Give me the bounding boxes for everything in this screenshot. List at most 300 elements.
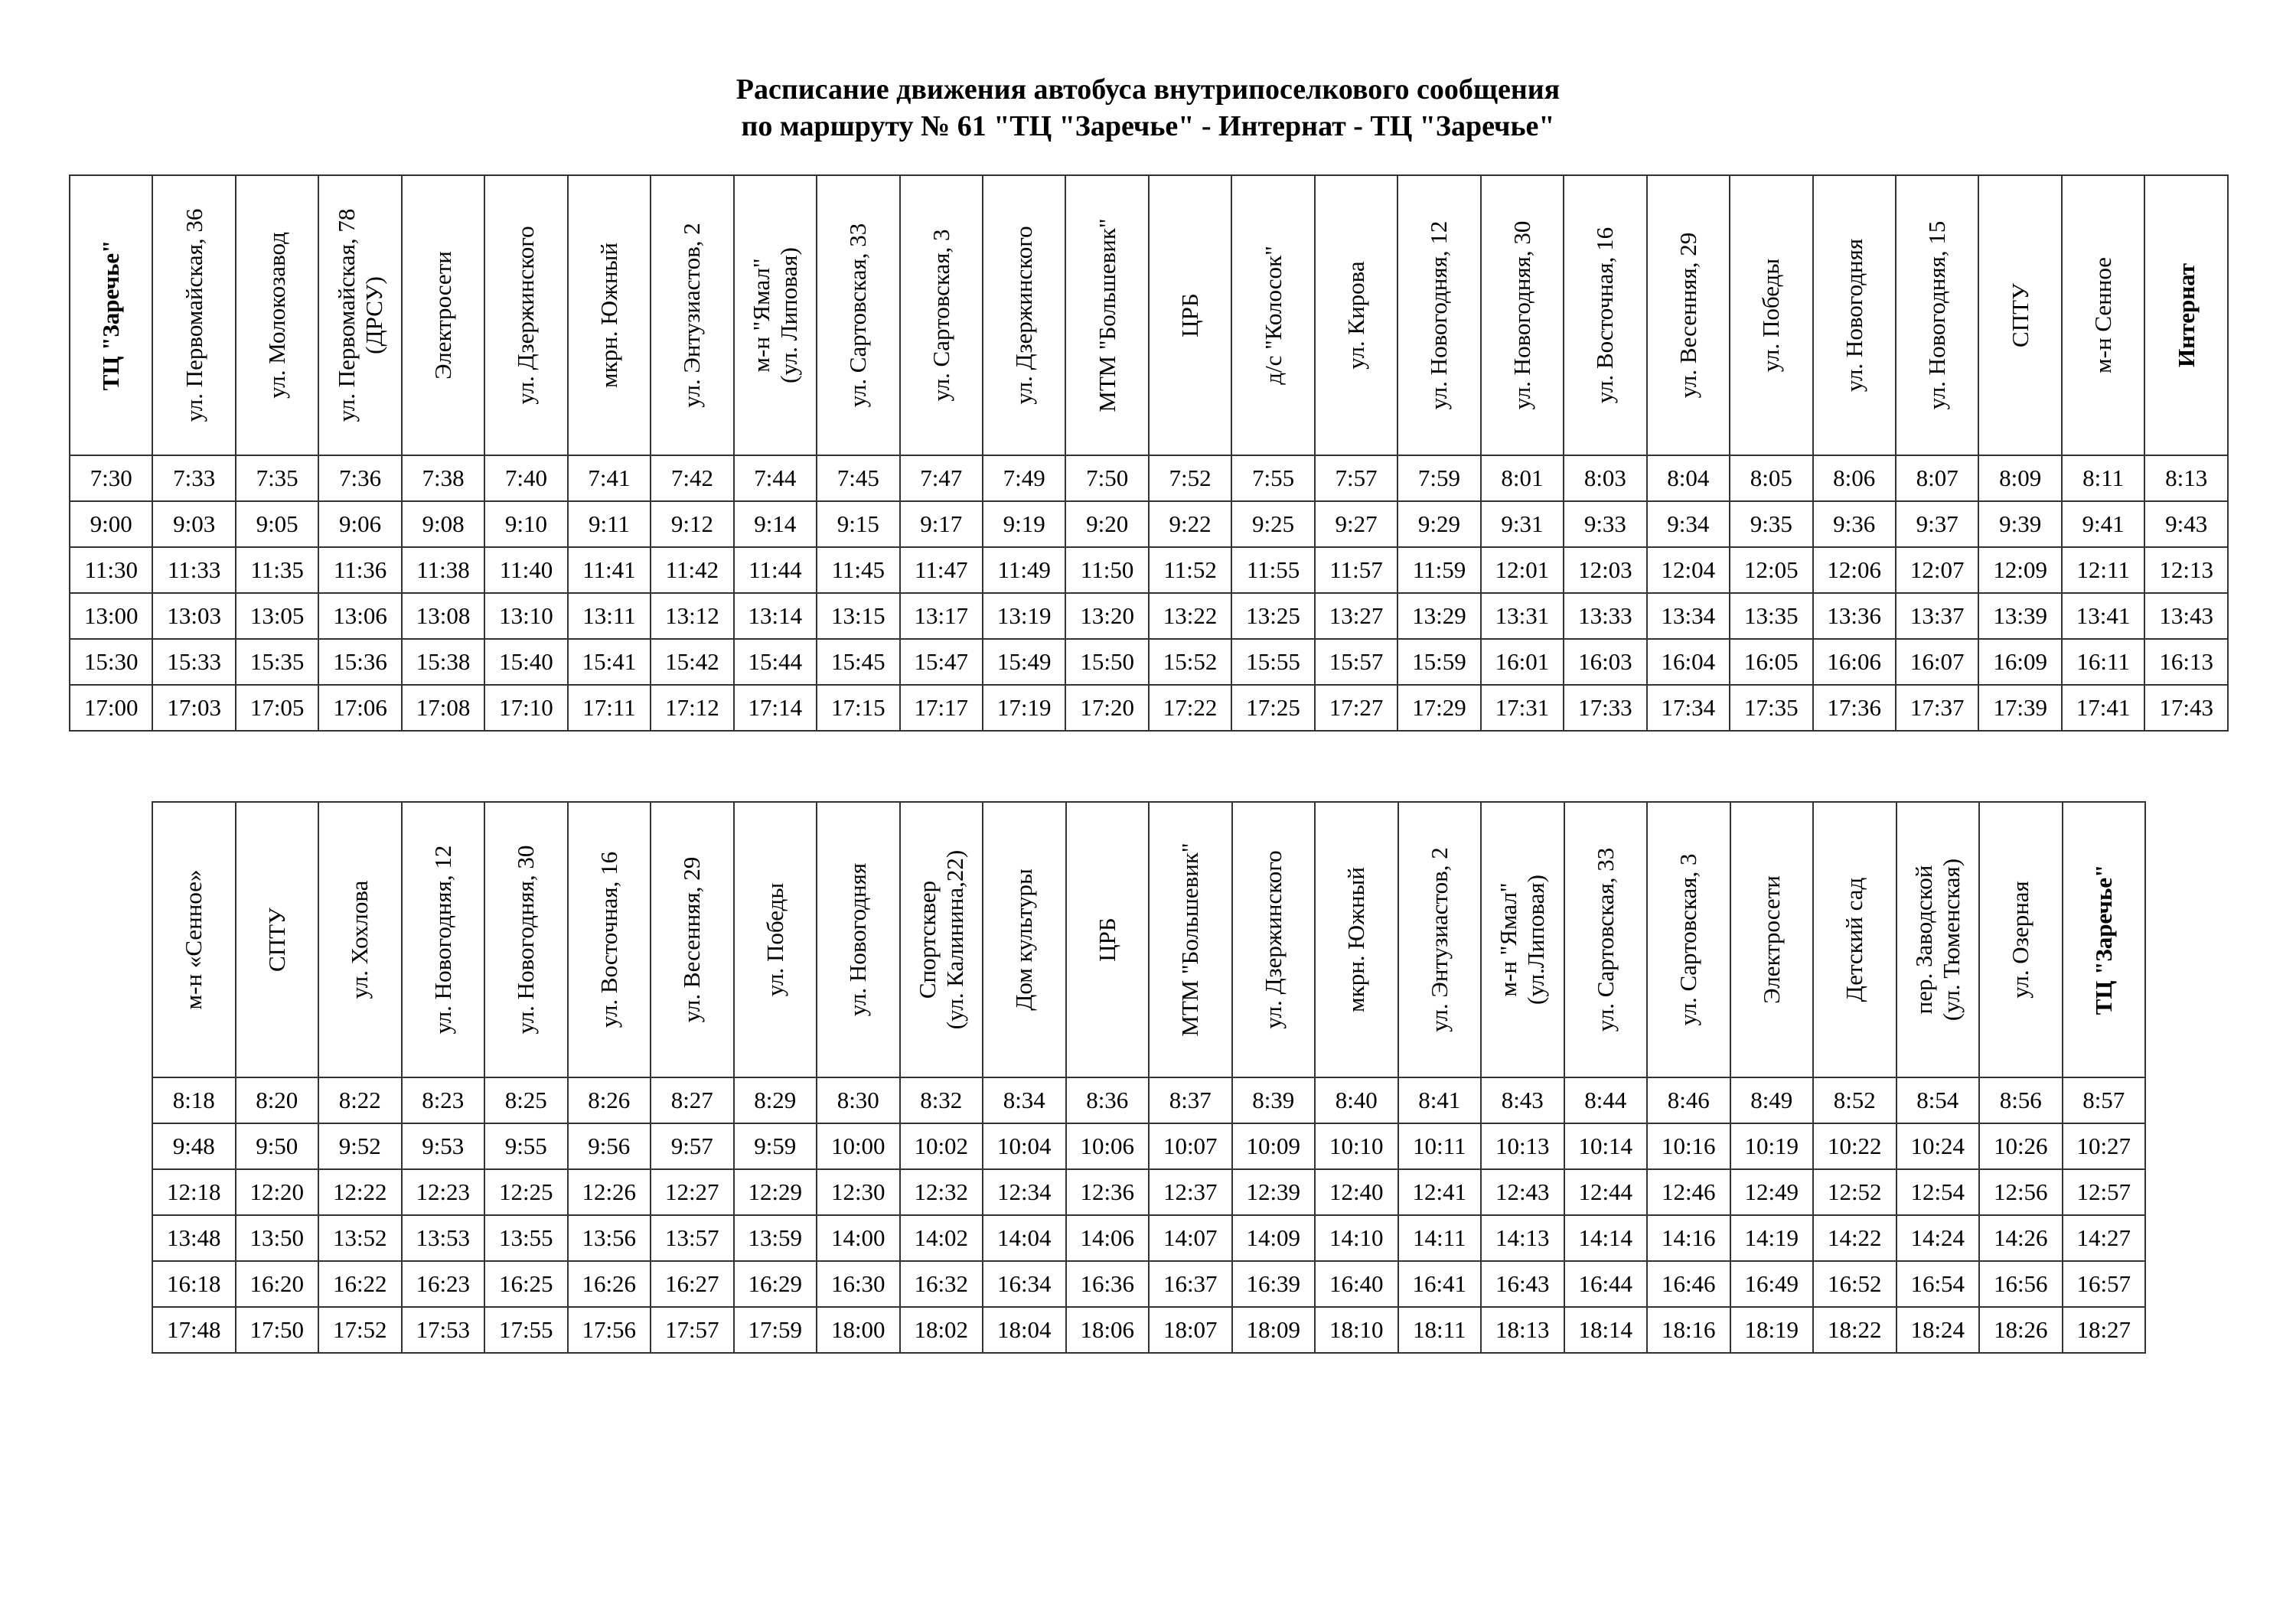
time-cell: 8:32 xyxy=(900,1077,983,1123)
time-cell: 7:47 xyxy=(900,455,983,501)
stop-name xyxy=(181,209,208,422)
stop-name xyxy=(1260,850,1287,1028)
time-cell: 9:05 xyxy=(236,501,318,547)
time-cell: 13:12 xyxy=(651,593,733,639)
time-cell: 12:52 xyxy=(1813,1169,1896,1215)
time-cell: 12:57 xyxy=(2063,1169,2146,1215)
time-cell: 16:54 xyxy=(1896,1261,1980,1307)
time-cell: 16:40 xyxy=(1315,1261,1398,1307)
time-cell: 17:34 xyxy=(1647,685,1730,731)
stop-name xyxy=(1495,875,1550,1005)
time-cell: 17:59 xyxy=(734,1307,817,1353)
time-cell: 17:17 xyxy=(900,685,983,731)
time-cell: 10:09 xyxy=(1232,1123,1316,1169)
time-cell: 17:25 xyxy=(1231,685,1314,731)
time-cell: 16:04 xyxy=(1647,639,1730,685)
time-cell: 14:00 xyxy=(817,1215,900,1261)
time-cell: 13:52 xyxy=(318,1215,402,1261)
time-cell: 10:16 xyxy=(1647,1123,1730,1169)
time-cell: 9:39 xyxy=(1978,501,2061,547)
time-cell: 8:04 xyxy=(1647,455,1730,501)
stop-header-cell xyxy=(1730,175,1812,455)
time-cell: 12:25 xyxy=(484,1169,568,1215)
time-cell: 14:22 xyxy=(1813,1215,1896,1261)
stop-header-cell xyxy=(402,802,485,1077)
stop-name xyxy=(346,881,373,999)
stop-name-line: Спортсквер xyxy=(913,880,941,999)
time-cell: 8:41 xyxy=(1398,1077,1482,1123)
stop-header-cell xyxy=(1065,175,1148,455)
time-cell: 9:36 xyxy=(1813,501,1896,547)
time-cell: 16:57 xyxy=(2063,1261,2146,1307)
stop-name xyxy=(512,846,540,1035)
time-cell: 12:11 xyxy=(2062,547,2144,593)
time-cell: 8:11 xyxy=(2062,455,2144,501)
stop-header-cell xyxy=(983,802,1066,1077)
time-cell: 17:33 xyxy=(1564,685,1646,731)
time-cell: 9:43 xyxy=(2144,501,2228,547)
time-cell: 10:00 xyxy=(817,1123,900,1169)
stop-header-cell xyxy=(1149,802,1232,1077)
time-cell: 16:29 xyxy=(734,1261,817,1307)
stop-name-line: СПТУ xyxy=(2006,283,2033,347)
time-cell: 13:59 xyxy=(734,1215,817,1261)
stop-name-line: ул. Весенняя, 29 xyxy=(1674,232,1701,399)
stop-name xyxy=(429,251,457,380)
time-cell: 17:05 xyxy=(236,685,318,731)
time-cell: 9:59 xyxy=(734,1123,817,1169)
time-cell: 10:27 xyxy=(2063,1123,2146,1169)
stop-name-line: Электросети xyxy=(1757,875,1785,1004)
time-cell: 16:36 xyxy=(1066,1261,1150,1307)
time-cell: 7:36 xyxy=(318,455,401,501)
time-cell: 14:09 xyxy=(1232,1215,1316,1261)
time-cell: 8:27 xyxy=(651,1077,734,1123)
time-cell: 9:34 xyxy=(1647,501,1730,547)
stop-name xyxy=(1675,853,1702,1025)
stop-header-cell xyxy=(734,175,817,455)
stop-name-line: (ул.Липовая) xyxy=(1522,875,1550,1005)
time-cell: 9:35 xyxy=(1730,501,1812,547)
time-cell: 16:56 xyxy=(1979,1261,2063,1307)
stop-name-line: ул. Новогодняя, 30 xyxy=(512,845,540,1035)
table-row xyxy=(70,593,2228,639)
time-cell: 13:03 xyxy=(152,593,235,639)
time-cell: 15:52 xyxy=(1149,639,1231,685)
time-cell: 16:09 xyxy=(1978,639,2061,685)
time-cell: 15:38 xyxy=(402,639,484,685)
time-cell: 12:49 xyxy=(1730,1169,1814,1215)
time-cell: 7:41 xyxy=(568,455,651,501)
time-cell: 9:41 xyxy=(2062,501,2144,547)
time-cell: 11:47 xyxy=(900,547,983,593)
time-cell: 16:44 xyxy=(1564,1261,1648,1307)
time-cell: 17:10 xyxy=(484,685,567,731)
stop-name xyxy=(1176,293,1204,337)
time-cell: 14:26 xyxy=(1979,1215,2063,1261)
stop-name xyxy=(180,870,207,1010)
time-cell: 10:22 xyxy=(1813,1123,1896,1169)
time-cell: 14:24 xyxy=(1896,1215,1980,1261)
stop-name-line: пер. Заводской xyxy=(1910,865,1937,1015)
stop-header-cell xyxy=(651,802,734,1077)
time-cell: 8:18 xyxy=(152,1077,236,1123)
time-cell: 16:41 xyxy=(1398,1261,1482,1307)
stop-header-cell xyxy=(817,175,899,455)
table-row xyxy=(70,685,2228,731)
time-cell: 17:53 xyxy=(402,1307,485,1353)
stop-header-cell xyxy=(484,802,568,1077)
stop-name xyxy=(2173,263,2200,367)
time-cell: 7:42 xyxy=(651,455,733,501)
stop-name xyxy=(844,863,872,1016)
time-cell: 18:27 xyxy=(2063,1307,2146,1353)
time-cell: 10:06 xyxy=(1066,1123,1150,1169)
time-cell: 9:14 xyxy=(734,501,817,547)
time-cell: 12:20 xyxy=(236,1169,319,1215)
time-cell: 18:06 xyxy=(1066,1307,1150,1353)
time-cell: 13:37 xyxy=(1896,593,1978,639)
time-cell: 13:55 xyxy=(484,1215,568,1261)
time-cell: 8:07 xyxy=(1896,455,1978,501)
time-cell: 8:01 xyxy=(1481,455,1564,501)
time-cell: 17:08 xyxy=(402,685,484,731)
time-cell: 9:22 xyxy=(1149,501,1231,547)
time-cell: 12:09 xyxy=(1978,547,2061,593)
time-cell: 17:43 xyxy=(2144,685,2228,731)
time-cell: 8:20 xyxy=(236,1077,319,1123)
time-cell: 8:05 xyxy=(1730,455,1812,501)
stop-name xyxy=(1910,859,1965,1021)
time-cell: 17:31 xyxy=(1481,685,1564,731)
time-cell: 12:04 xyxy=(1647,547,1730,593)
time-cell: 16:37 xyxy=(1149,1261,1232,1307)
time-cell: 17:52 xyxy=(318,1307,402,1353)
table-row xyxy=(70,547,2228,593)
stop-header-cell xyxy=(1066,802,1150,1077)
time-cell: 9:31 xyxy=(1481,501,1564,547)
stop-name xyxy=(762,883,789,996)
time-cell: 9:20 xyxy=(1065,501,1148,547)
time-cell: 13:39 xyxy=(1978,593,2061,639)
time-cell: 13:31 xyxy=(1481,593,1564,639)
time-cell: 16:30 xyxy=(817,1261,900,1307)
stop-name xyxy=(263,908,291,972)
stop-header-cell xyxy=(1564,175,1646,455)
time-cell: 8:49 xyxy=(1730,1077,1814,1123)
stop-name-line: (ул. Калинина,22) xyxy=(941,849,968,1030)
stop-header-cell xyxy=(1481,802,1564,1077)
stop-name-line: ул. Весенняя, 29 xyxy=(678,856,706,1023)
time-cell: 17:41 xyxy=(2062,685,2144,731)
time-cell: 12:05 xyxy=(1730,547,1812,593)
time-cell: 13:29 xyxy=(1397,593,1480,639)
time-cell: 18:26 xyxy=(1979,1307,2063,1353)
stop-header-cell xyxy=(1564,802,1648,1077)
table-row xyxy=(152,1077,2145,1123)
stop-header-row xyxy=(70,175,2228,455)
time-cell: 12:44 xyxy=(1564,1169,1648,1215)
stop-header-cell xyxy=(817,802,900,1077)
time-cell: 9:53 xyxy=(402,1123,485,1169)
time-cell: 16:32 xyxy=(900,1261,983,1307)
time-cell: 17:06 xyxy=(318,685,401,731)
stop-name xyxy=(595,243,623,388)
time-cell: 13:11 xyxy=(568,593,651,639)
time-cell: 16:27 xyxy=(651,1261,734,1307)
stop-name-line: ул. Кирова xyxy=(1342,261,1370,370)
time-cell: 7:52 xyxy=(1149,455,1231,501)
time-cell: 17:48 xyxy=(152,1307,236,1353)
time-cell: 7:40 xyxy=(484,455,567,501)
time-cell: 7:38 xyxy=(402,455,484,501)
time-cell: 8:30 xyxy=(817,1077,900,1123)
time-cell: 14:13 xyxy=(1481,1215,1564,1261)
time-cell: 9:11 xyxy=(568,501,651,547)
time-cell: 13:15 xyxy=(817,593,899,639)
time-cell: 9:15 xyxy=(817,501,899,547)
stop-name-line: ул. Сартовская, 33 xyxy=(844,223,872,408)
page-subtitle: по маршруту № 61 "ТЦ "Заречье" - Интернат - ТЦ "Заречье" xyxy=(741,110,1555,142)
stop-name xyxy=(2007,283,2034,347)
time-cell: 16:39 xyxy=(1232,1261,1316,1307)
time-cell: 9:50 xyxy=(236,1123,319,1169)
stop-name-line: ул. Первомайская, 36 xyxy=(180,208,207,422)
stop-name-line: МТМ "Большевик" xyxy=(1176,842,1204,1037)
stop-name-line: ул. Энтузиастов, 2 xyxy=(1425,847,1453,1032)
time-cell: 8:22 xyxy=(318,1077,402,1123)
time-cell: 8:03 xyxy=(1564,455,1646,501)
time-cell: 12:03 xyxy=(1564,547,1646,593)
stop-name xyxy=(1010,226,1038,404)
time-cell: 12:34 xyxy=(983,1169,1066,1215)
time-cell: 15:36 xyxy=(318,639,401,685)
table-row xyxy=(152,1169,2145,1215)
time-cell: 18:13 xyxy=(1481,1307,1564,1353)
time-cell: 7:35 xyxy=(236,455,318,501)
stop-name-line: ЦРБ xyxy=(1093,917,1120,962)
stop-header-cell xyxy=(1979,802,2063,1077)
time-cell: 13:56 xyxy=(568,1215,651,1261)
time-cell: 16:11 xyxy=(2062,639,2144,685)
stop-name-line: (ДРСУ) xyxy=(360,276,387,354)
time-cell: 16:06 xyxy=(1813,639,1896,685)
stop-name-line: м-н "Ямал" xyxy=(1495,882,1522,997)
time-cell: 9:12 xyxy=(651,501,733,547)
time-cell: 8:46 xyxy=(1647,1077,1730,1123)
stop-header-cell xyxy=(651,175,733,455)
time-cell: 18:11 xyxy=(1398,1307,1482,1353)
stop-header-cell xyxy=(1813,175,1896,455)
stop-name-line: м-н «Сенное» xyxy=(180,869,207,1010)
stop-header-cell xyxy=(1978,175,2061,455)
time-cell: 7:55 xyxy=(1231,455,1314,501)
time-cell: 10:11 xyxy=(1398,1123,1482,1169)
time-cell: 16:20 xyxy=(236,1261,319,1307)
time-cell: 13:17 xyxy=(900,593,983,639)
time-cell: 8:52 xyxy=(1813,1077,1896,1123)
stop-name-line: м-н "Ямал" xyxy=(747,258,775,373)
stop-name-line: Электросети xyxy=(429,251,457,380)
stop-header-cell xyxy=(1481,175,1564,455)
stop-name xyxy=(1675,233,1702,398)
stop-header-cell xyxy=(1315,175,1397,455)
time-cell: 16:05 xyxy=(1730,639,1812,685)
stop-name-line: ул. Сартовская, 33 xyxy=(1591,847,1619,1032)
stop-name-line: ул. Сартовская, 3 xyxy=(1675,853,1702,1026)
time-cell: 11:30 xyxy=(70,547,152,593)
time-cell: 8:54 xyxy=(1896,1077,1980,1123)
time-cell: 10:14 xyxy=(1564,1123,1648,1169)
time-cell: 11:42 xyxy=(651,547,733,593)
stop-name xyxy=(333,209,388,422)
time-cell: 10:10 xyxy=(1315,1123,1398,1169)
time-cell: 12:40 xyxy=(1315,1169,1398,1215)
stop-name xyxy=(1010,869,1038,1011)
time-cell: 12:29 xyxy=(734,1169,817,1215)
time-cell: 11:57 xyxy=(1315,547,1397,593)
stop-header-row xyxy=(152,802,2145,1077)
stop-name xyxy=(1094,218,1121,412)
time-cell: 16:23 xyxy=(402,1261,485,1307)
stop-header-cell xyxy=(402,175,484,455)
time-cell: 16:34 xyxy=(983,1261,1066,1307)
stop-name xyxy=(512,226,540,404)
time-cell: 11:55 xyxy=(1231,547,1314,593)
stop-name xyxy=(595,852,623,1028)
time-cell: 11:35 xyxy=(236,547,318,593)
time-cell: 11:50 xyxy=(1065,547,1148,593)
time-cell: 13:48 xyxy=(152,1215,236,1261)
stop-name-line: ул. Дзержинского xyxy=(1010,226,1038,405)
time-cell: 7:44 xyxy=(734,455,817,501)
time-cell: 14:19 xyxy=(1730,1215,1814,1261)
table-row xyxy=(152,1307,2145,1353)
stop-header-cell xyxy=(318,175,401,455)
time-cell: 17:20 xyxy=(1065,685,1148,731)
stop-name-line: ул. Новогодняя, 15 xyxy=(1923,220,1951,410)
time-cell: 9:33 xyxy=(1564,501,1646,547)
time-cell: 8:44 xyxy=(1564,1077,1648,1123)
time-cell: 8:39 xyxy=(1232,1077,1316,1123)
time-cell: 7:30 xyxy=(70,455,152,501)
stop-name xyxy=(914,850,969,1029)
time-cell: 13:06 xyxy=(318,593,401,639)
stop-name xyxy=(1342,261,1370,369)
time-cell: 11:40 xyxy=(484,547,567,593)
time-cell: 14:27 xyxy=(2063,1215,2146,1261)
time-cell: 13:19 xyxy=(983,593,1065,639)
time-cell: 17:27 xyxy=(1315,685,1397,731)
time-cell: 13:08 xyxy=(402,593,484,639)
stop-name-line: ул. Озерная xyxy=(2007,881,2034,999)
time-cell: 9:00 xyxy=(70,501,152,547)
time-cell: 17:39 xyxy=(1978,685,2061,731)
stop-name-line: ул. Молокозавод xyxy=(263,232,291,399)
stop-name-line: м-н Сенное xyxy=(2089,257,2117,373)
time-cell: 9:25 xyxy=(1231,501,1314,547)
stop-header-cell xyxy=(568,175,651,455)
time-cell: 17:19 xyxy=(983,685,1065,731)
time-cell: 15:35 xyxy=(236,639,318,685)
stop-name xyxy=(2090,865,2118,1015)
stop-name-line: ул. Первомайская, 78 xyxy=(332,208,360,422)
stop-name-line: ул. Новогодняя, 30 xyxy=(1508,220,1535,410)
time-cell: 18:24 xyxy=(1896,1307,1980,1353)
time-cell: 15:59 xyxy=(1397,639,1480,685)
time-cell: 12:43 xyxy=(1481,1169,1564,1215)
stop-name-line: ул. Новогодняя, 12 xyxy=(429,845,456,1035)
time-cell: 16:25 xyxy=(484,1261,568,1307)
time-cell: 10:24 xyxy=(1896,1123,1980,1169)
time-cell: 12:56 xyxy=(1979,1169,2063,1215)
time-cell: 9:10 xyxy=(484,501,567,547)
stop-name xyxy=(1841,239,1868,392)
stop-name xyxy=(1758,875,1786,1004)
stop-name xyxy=(928,229,955,401)
time-cell: 14:04 xyxy=(983,1215,1066,1261)
time-cell: 10:19 xyxy=(1730,1123,1814,1169)
time-cell: 12:18 xyxy=(152,1169,236,1215)
time-cell: 11:44 xyxy=(734,547,817,593)
stop-header-cell xyxy=(1397,175,1480,455)
time-cell: 7:59 xyxy=(1397,455,1480,501)
time-cell: 17:03 xyxy=(152,685,235,731)
stop-name xyxy=(748,247,803,383)
stop-name-line: мкрн. Южный xyxy=(1342,867,1370,1012)
time-cell: 9:06 xyxy=(318,501,401,547)
time-cell: 13:20 xyxy=(1065,593,1148,639)
stop-header-cell xyxy=(1896,175,1978,455)
time-cell: 17:12 xyxy=(651,685,733,731)
time-cell: 13:33 xyxy=(1564,593,1646,639)
time-cell: 16:46 xyxy=(1647,1261,1730,1307)
time-cell: 10:02 xyxy=(900,1123,983,1169)
time-cell: 17:22 xyxy=(1149,685,1231,731)
stop-header-cell xyxy=(152,175,235,455)
stop-header-cell xyxy=(900,802,983,1077)
stop-header-cell xyxy=(1315,802,1398,1077)
time-cell: 7:50 xyxy=(1065,455,1148,501)
stop-header-cell xyxy=(734,802,817,1077)
time-cell: 12:54 xyxy=(1896,1169,1980,1215)
time-cell: 9:52 xyxy=(318,1123,402,1169)
stop-name-line: Детский сад xyxy=(1841,877,1868,1002)
stop-name-line: Дом культуры xyxy=(1010,869,1038,1011)
time-cell: 15:50 xyxy=(1065,639,1148,685)
stop-name xyxy=(1342,867,1370,1012)
time-cell: 16:03 xyxy=(1564,639,1646,685)
time-cell: 18:02 xyxy=(900,1307,983,1353)
time-cell: 9:57 xyxy=(651,1123,734,1169)
time-cell: 13:57 xyxy=(651,1215,734,1261)
time-cell: 15:44 xyxy=(734,639,817,685)
time-cell: 8:43 xyxy=(1481,1077,1564,1123)
time-cell: 12:13 xyxy=(2144,547,2228,593)
stop-name xyxy=(2007,881,2034,999)
stop-header-cell xyxy=(484,175,567,455)
time-cell: 9:03 xyxy=(152,501,235,547)
time-cell: 10:26 xyxy=(1979,1123,2063,1169)
time-cell: 10:07 xyxy=(1149,1123,1232,1169)
time-cell: 12:22 xyxy=(318,1169,402,1215)
time-cell: 16:43 xyxy=(1481,1261,1564,1307)
stop-header-cell xyxy=(1647,802,1730,1077)
time-cell: 9:37 xyxy=(1896,501,1978,547)
table-row xyxy=(70,501,2228,547)
stop-name-line: ул. Хохлова xyxy=(346,880,373,999)
time-cell: 9:29 xyxy=(1397,501,1480,547)
